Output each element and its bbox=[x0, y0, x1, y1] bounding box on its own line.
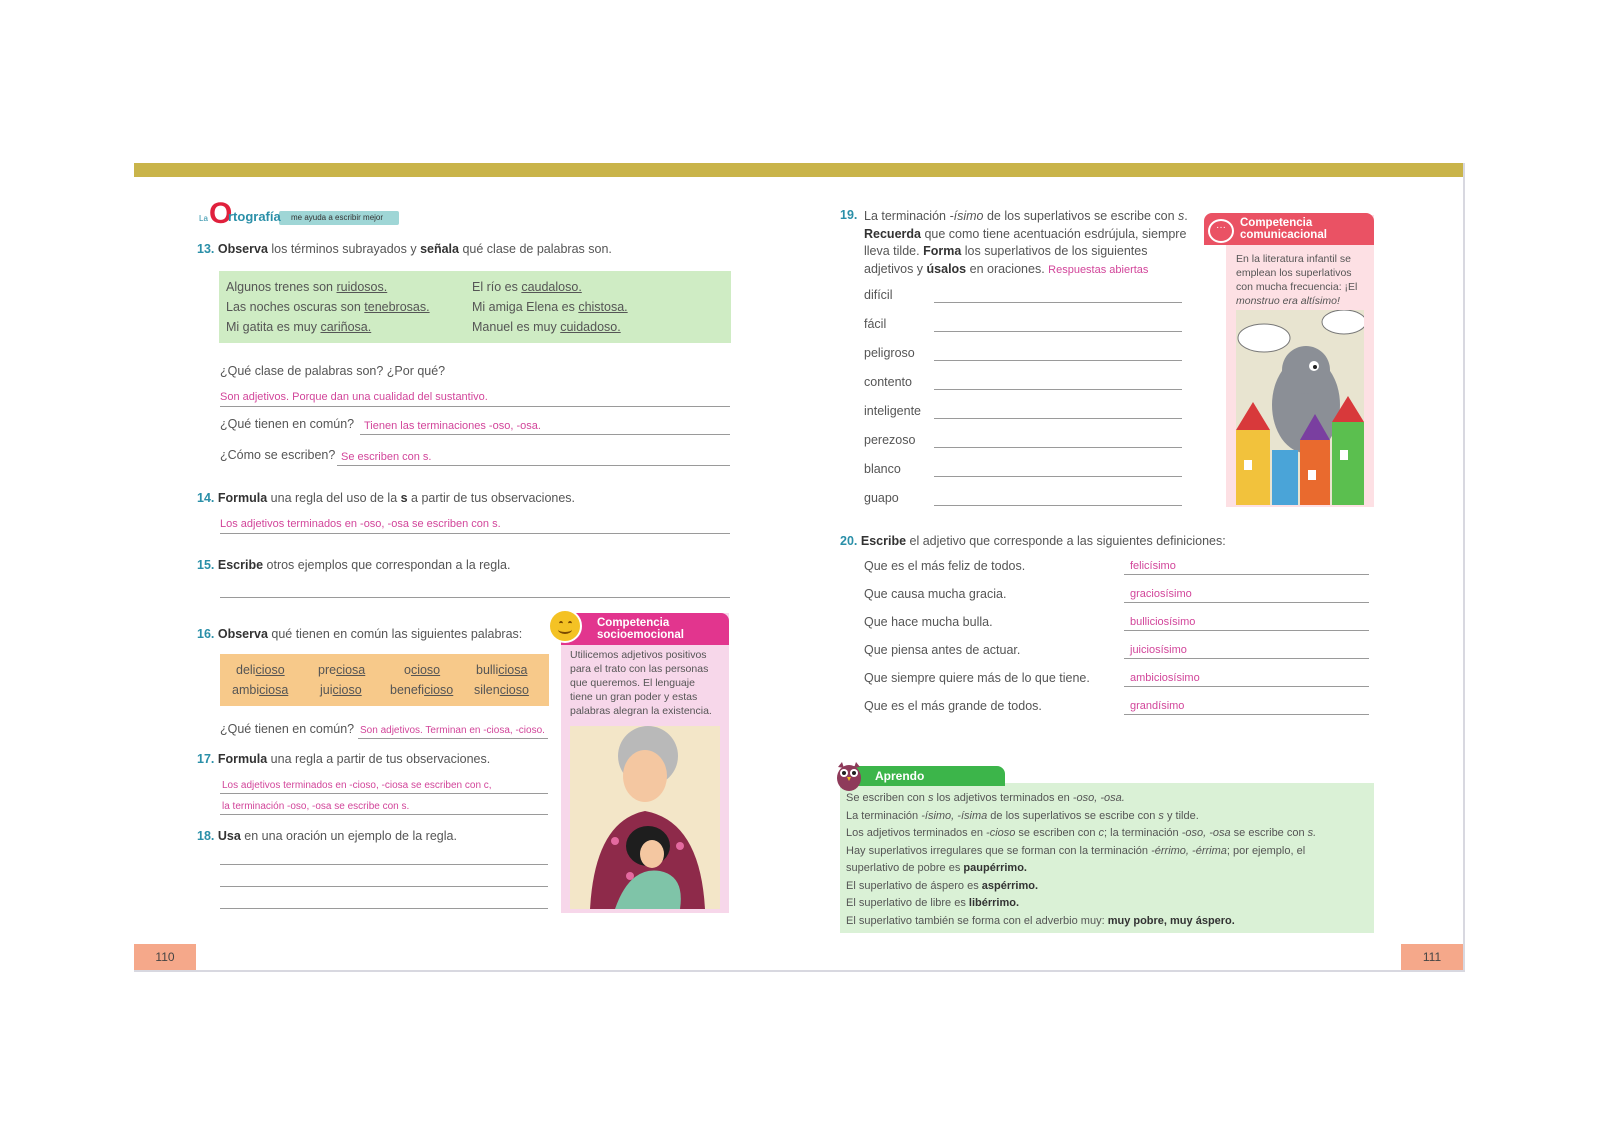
answer-line[interactable] bbox=[220, 908, 548, 909]
q13-answer-3[interactable]: Se escriben con s. bbox=[341, 451, 432, 463]
q20-definition: Que es el más grande de todos. bbox=[864, 699, 1042, 713]
q13-rest: qué clase de palabras son. bbox=[458, 242, 612, 256]
answer-line bbox=[1124, 574, 1369, 575]
q14-prompt: 14. Formula una regla del uso de la s a partir de tus observaciones. bbox=[197, 491, 576, 505]
q13-question-1: ¿Qué clase de palabras son? ¿Por qué? bbox=[220, 364, 446, 378]
grandmother-illustration bbox=[570, 726, 720, 909]
q19-adjective: blanco bbox=[864, 462, 901, 476]
answer-line bbox=[337, 465, 730, 466]
q19-answer-line[interactable] bbox=[934, 476, 1182, 477]
q19-adjective: perezoso bbox=[864, 433, 916, 447]
logo-rest: rtografía bbox=[228, 209, 281, 224]
q16-word: beneficioso bbox=[390, 683, 454, 697]
q20-answer[interactable]: grandísimo bbox=[1130, 700, 1185, 712]
page-number-left: 110 bbox=[134, 944, 196, 970]
q13-ex-4: Mi amiga Elena es chistosa. bbox=[472, 300, 628, 314]
q20-prompt: 20. Escribe el adjetivo que corresponde a las siguientes definiciones: bbox=[840, 534, 1226, 548]
q19-answer-line[interactable] bbox=[934, 447, 1182, 448]
socioemotional-header: Competencia socioemocional bbox=[561, 613, 729, 645]
q19-prompt-line: lleva tilde. Forma los superlativos de los siguientes bbox=[864, 244, 1148, 258]
q19-adjective: guapo bbox=[864, 491, 899, 505]
logo-big-letter: O bbox=[209, 197, 233, 230]
q16-question: ¿Qué tienen en común? bbox=[220, 722, 355, 736]
q16-word: delicioso bbox=[236, 663, 285, 677]
aprendo-line: El superlativo de libre es libérrimo. bbox=[846, 897, 1020, 909]
q13-ex-2: El río es caudaloso. bbox=[472, 280, 582, 294]
q13-ex-3: Las noches oscuras son tenebrosas. bbox=[226, 300, 430, 314]
q13-question-3: ¿Cómo se escriben? bbox=[220, 448, 336, 462]
q19-adjective: inteligente bbox=[864, 404, 921, 418]
answer-line bbox=[1124, 630, 1369, 631]
q14-answer[interactable]: Los adjetivos terminados en -oso, -osa se escriben con s. bbox=[220, 518, 501, 530]
aprendo-line: El superlativo de áspero es aspérrimo. bbox=[846, 879, 1038, 892]
q13-verb2: señala bbox=[420, 242, 459, 256]
q19-answer-line[interactable] bbox=[934, 389, 1182, 390]
q16-word: juicioso bbox=[320, 683, 362, 697]
q13-prompt bbox=[197, 242, 612, 256]
answer-line[interactable] bbox=[220, 864, 548, 865]
q16-word: ambiciosa bbox=[232, 683, 289, 697]
q20-definition: Que hace mucha bulla. bbox=[864, 615, 993, 629]
q20-definition: Que es el más feliz de todos. bbox=[864, 559, 1026, 573]
q13-verb1: Observa bbox=[217, 242, 268, 256]
communicational-header: Competencia comunicacional bbox=[1204, 213, 1374, 245]
logo-small: La bbox=[199, 214, 208, 223]
q19-prompt-line: La terminación -ísimo de los superlativos se escribe con s. bbox=[864, 209, 1188, 223]
q13-ex-1: Algunos trenes son ruidosos. bbox=[226, 280, 388, 294]
q17-answer-1[interactable]: Los adjetivos terminados en -cioso, -ciosa se escriben con c, bbox=[222, 780, 492, 791]
aprendo-line: Los adjetivos terminados en -cioso se escriben con c; la terminación -oso, -osa se escribe con s. bbox=[846, 827, 1317, 839]
q13-ex-5: Mi gatita es muy cariñosa. bbox=[226, 320, 372, 334]
answer-line bbox=[1124, 686, 1369, 687]
owl-icon bbox=[834, 759, 864, 791]
answer-line bbox=[220, 793, 548, 794]
aprendo-text bbox=[846, 790, 1316, 930]
answer-line bbox=[1124, 658, 1369, 659]
q16-word: bulliciosa bbox=[476, 663, 528, 677]
q20-definition: Que siempre quiere más de lo que tiene. bbox=[864, 671, 1090, 685]
aprendo-line: La terminación -ísimo, -ísima de los superlativos se escribe con s y tilde. bbox=[846, 809, 1199, 822]
q19-prompt bbox=[864, 208, 1188, 279]
q17-prompt: 17. Formula una regla a partir de tus observaciones. bbox=[197, 752, 491, 766]
answer-line bbox=[220, 533, 730, 534]
aprendo-line: superlativo de pobre es paupérrimo. bbox=[846, 862, 1027, 874]
q16-word-box bbox=[220, 654, 549, 706]
q16-word: preciosa bbox=[318, 663, 366, 677]
q19-adjective: contento bbox=[864, 375, 912, 389]
top-color-bar bbox=[134, 163, 1463, 177]
q19-adjective: peligroso bbox=[864, 346, 915, 360]
answer-line bbox=[1124, 714, 1369, 715]
communicational-text: En la literatura infantil se emplean los superlativos con mucha frecuencia: ¡El monstruo era altísimo! bbox=[1236, 253, 1358, 307]
answer-line bbox=[358, 738, 548, 739]
answer-line bbox=[220, 814, 548, 815]
aprendo-header: Aprendo bbox=[847, 766, 1005, 786]
aprendo-line: Hay superlativos irregulares que se forman con la terminación -érrimo, -érrima; por ejemplo, el bbox=[846, 844, 1306, 857]
q20-definition: Que causa mucha gracia. bbox=[864, 587, 1007, 601]
logo-tag: me ayuda a escribir mejor bbox=[291, 213, 384, 222]
q20-answer[interactable]: ambiciosísimo bbox=[1130, 672, 1200, 684]
q19-adjective: fácil bbox=[864, 317, 887, 331]
q13-question-2: ¿Qué tienen en común? bbox=[220, 417, 355, 431]
socioemotional-text: Utilicemos adjetivos positivos para el trato con las personas que queremos. El lenguaje tiene un gran poder y estas palabras alegran la existencia. bbox=[570, 649, 712, 717]
q19-prompt-line: adjetivos y úsalos en oraciones. Respuestas abiertas bbox=[864, 261, 1149, 276]
q15-prompt: 15. Escribe otros ejemplos que correspondan a la regla. bbox=[197, 558, 511, 572]
aprendo-line: El superlativo también se forma con el adverbio muy: muy pobre, muy áspero. bbox=[846, 914, 1235, 927]
monster-castle-illustration bbox=[1236, 310, 1364, 505]
q13-ex-6: Manuel es muy cuidadoso. bbox=[472, 320, 621, 334]
q20-answer[interactable]: juiciosísimo bbox=[1130, 644, 1187, 656]
q19-prompt-line: Recuerda que como tiene acentuación esdrújula, siempre bbox=[864, 226, 1187, 241]
answer-line[interactable] bbox=[220, 597, 730, 598]
answer-line[interactable] bbox=[220, 886, 548, 887]
q20-answer[interactable]: bulliciosísimo bbox=[1130, 616, 1196, 628]
q19-answer-line[interactable] bbox=[934, 302, 1182, 303]
q19-answer-line[interactable] bbox=[934, 505, 1182, 506]
q13-mid: los términos subrayados y bbox=[267, 242, 421, 256]
q19-answer-line[interactable] bbox=[934, 360, 1182, 361]
q20-answer[interactable]: graciosísimo bbox=[1130, 588, 1192, 600]
speech-bubble-icon: ··· bbox=[1208, 219, 1234, 243]
aprendo-line: Se escriben con s los adjetivos terminados en -oso, -osa. bbox=[846, 792, 1125, 804]
q16-prompt: 16. Observa qué tienen en común las siguientes palabras: bbox=[197, 627, 523, 641]
q18-prompt: 18. Usa en una oración un ejemplo de la regla. bbox=[197, 829, 457, 843]
q19-answer-line[interactable] bbox=[934, 418, 1182, 419]
q20-definition: Que piensa antes de actuar. bbox=[864, 643, 1021, 657]
section-header bbox=[199, 197, 399, 230]
answer-line bbox=[360, 434, 730, 435]
answer-line bbox=[220, 406, 730, 407]
q13-number: 13. bbox=[197, 242, 215, 256]
q16-word: ocioso bbox=[404, 663, 441, 677]
q13-answer-2[interactable]: Tienen las terminaciones -oso, -osa. bbox=[364, 420, 541, 432]
book-spread bbox=[134, 163, 1465, 972]
q20-answer[interactable]: felicísimo bbox=[1130, 560, 1176, 572]
q19-number: 19. bbox=[840, 208, 858, 222]
q16-word: silencioso bbox=[474, 683, 529, 697]
q13-answer-1[interactable]: Son adjetivos. Porque dan una cualidad del sustantivo. bbox=[220, 391, 488, 403]
q19-adjective: difícil bbox=[864, 288, 893, 302]
q17-answer-2[interactable]: la terminación -oso, -osa se escribe con s. bbox=[222, 801, 410, 812]
smiley-icon bbox=[548, 609, 582, 643]
page-number-right: 111 bbox=[1401, 944, 1463, 970]
q16-answer[interactable]: Son adjetivos. Terminan en -ciosa, -cioso. bbox=[360, 725, 545, 736]
answer-line bbox=[1124, 602, 1369, 603]
q13-example-box bbox=[219, 271, 731, 343]
q19-answer-line[interactable] bbox=[934, 331, 1182, 332]
